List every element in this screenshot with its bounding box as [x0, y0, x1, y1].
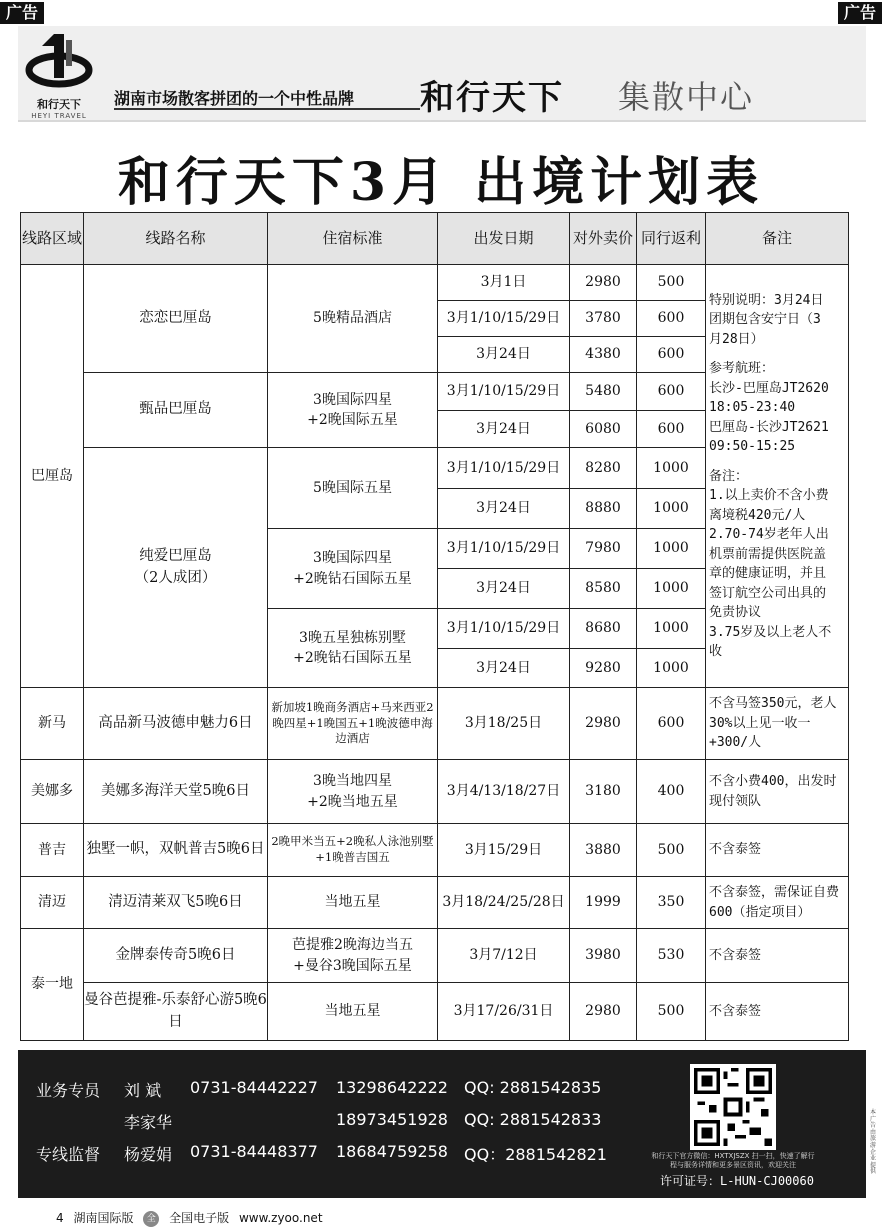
- date-cell: 3月24日: [438, 411, 570, 448]
- route-name: 金牌泰传奇5晚6日: [84, 929, 268, 983]
- hotel-line: +2晚国际五星: [307, 412, 398, 428]
- price-cell: 8580: [570, 569, 637, 609]
- rebate-cell: 500: [637, 824, 706, 877]
- region-cell: 美娜多: [21, 760, 84, 824]
- rebate-cell: 500: [637, 983, 706, 1041]
- page-number: 4: [56, 1211, 64, 1225]
- note-line: 月28日）: [709, 331, 764, 347]
- digital-edition-label: 全国电子版: [169, 1211, 230, 1225]
- route-name: 恋恋巴厘岛: [84, 265, 268, 373]
- route-name: 高品新马波德申魅力6日: [84, 688, 268, 760]
- date-cell: 3月24日: [438, 649, 570, 688]
- route-name: 清迈清莱双飞5晚6日: [84, 877, 268, 929]
- role-label: 业务专员: [36, 1081, 101, 1100]
- rebate-cell: 600: [637, 337, 706, 373]
- table-row: [21, 824, 849, 877]
- slogan-underline: [114, 108, 420, 110]
- header-hotel: 住宿标准: [268, 213, 438, 265]
- hotel-cell: [268, 373, 438, 448]
- note-line: 1.以上卖价不含小费: [709, 488, 829, 503]
- rebate-cell: 1000: [637, 649, 706, 688]
- hotel-line: 芭提雅2晚海边当五: [292, 937, 413, 954]
- slogan: 湖南市场散客拼团的一个中性品牌: [114, 89, 355, 108]
- date-cell: 3月24日: [438, 337, 570, 373]
- note-line: 特别说明：3月24日: [709, 292, 824, 308]
- hotel-line: +曼谷3晚国际五星: [293, 957, 412, 974]
- note-line: 3.75岁及以上老人不: [709, 624, 832, 640]
- note-line: 2.70-74岁老年人出: [709, 527, 829, 542]
- region-cell: 巴厘岛: [21, 265, 84, 688]
- rebate-cell: 600: [637, 688, 706, 760]
- date-cell: 3月1/10/15/29日: [438, 373, 570, 411]
- note-line: 章的健康证明，并且: [709, 566, 827, 581]
- price-cell: 3880: [570, 824, 637, 877]
- table-row: [21, 929, 849, 983]
- brand-subtitle: 集散中心: [618, 78, 755, 116]
- price-cell: 9280: [570, 649, 637, 688]
- rebate-cell: 1000: [637, 569, 706, 609]
- price-cell: 2980: [570, 983, 637, 1041]
- rebate-cell: 1000: [637, 489, 706, 529]
- contact-mobile: 18973451928: [336, 1110, 448, 1129]
- price-cell: 7980: [570, 529, 637, 569]
- hotel-cell: 当地五星: [268, 983, 438, 1041]
- brand-logo: [22, 30, 96, 120]
- date-cell: 3月24日: [438, 489, 570, 529]
- logo-text-en: HEYI TRAVEL: [31, 112, 87, 120]
- rebate-cell: 600: [637, 301, 706, 337]
- price-cell: 1999: [570, 877, 637, 929]
- note-line: 机票前需提供医院盖: [709, 546, 827, 562]
- bali-note-cell: [706, 265, 849, 688]
- side-note: 本广告由旅游企业提供: [870, 1109, 877, 1176]
- contact-qq: QQ：2881542821: [464, 1145, 607, 1164]
- header-price: 对外卖价: [570, 213, 637, 265]
- hotel-line: 3晚国际四星: [313, 391, 392, 408]
- note-line: 参考航班：: [709, 361, 775, 376]
- header-note: 备注: [706, 213, 849, 265]
- rebate-cell: 1000: [637, 529, 706, 569]
- date-cell: 3月1/10/15/29日: [438, 609, 570, 649]
- note-line: 团期包含安宁日（3: [709, 312, 821, 327]
- region-cell: 新马: [21, 688, 84, 760]
- date-cell: 3月24日: [438, 569, 570, 609]
- price-cell: 2980: [570, 688, 637, 760]
- price-cell: 8280: [570, 448, 637, 489]
- qr-caption: 和行天下官方微信：HXTXJSZX 扫一扫，快速了解行程与服务详情和更多景区资讯，欢迎关注: [651, 1152, 815, 1169]
- page-footer: [56, 1209, 329, 1227]
- ad-tag-right: 广告: [838, 2, 882, 24]
- header-date: 出发日期: [438, 213, 570, 265]
- note-line: 18:05-23:40: [709, 400, 796, 415]
- rebate-cell: 400: [637, 760, 706, 824]
- note-line: 巴厘岛-长沙JT2621: [709, 419, 829, 435]
- hotel-cell: 当地五星: [268, 877, 438, 929]
- date-cell: 3月18/25日: [438, 688, 570, 760]
- price-cell: 3780: [570, 301, 637, 337]
- note-cell: 不含泰签: [706, 929, 849, 983]
- rebate-cell: 530: [637, 929, 706, 983]
- hotel-line: +2晚钻石国际五星: [293, 570, 412, 587]
- wechat-qr-code[interactable]: [690, 1064, 776, 1150]
- note-cell: 不含泰签: [706, 983, 849, 1041]
- price-cell: 4380: [570, 337, 637, 373]
- logo-text-cn: 和行天下: [37, 98, 81, 111]
- note-line: 长沙-巴厘岛JT2620: [709, 380, 829, 396]
- hotel-cell: [268, 929, 438, 983]
- digital-edition-icon: 全: [143, 1211, 159, 1227]
- rebate-cell: 1000: [637, 448, 706, 489]
- hotel-cell: 5晚国际五星: [268, 448, 438, 529]
- note-line: 签订航空公司出具的: [709, 585, 827, 601]
- hotel-line: 3晚五星独栋别墅: [299, 629, 406, 646]
- date-cell: 3月18/24/25/28日: [438, 877, 570, 929]
- price-cell: 2980: [570, 265, 637, 301]
- contact-tel: 0731-84442227: [190, 1078, 318, 1097]
- hotel-line: +2晚钻石国际五星: [293, 650, 412, 666]
- price-cell: 8880: [570, 489, 637, 529]
- note-cell: 不含泰签: [706, 824, 849, 877]
- route-name-line: 纯爱巴厘岛: [139, 548, 212, 565]
- table-header-row: [21, 213, 849, 265]
- route-name: 美娜多海洋天堂5晚6日: [84, 760, 268, 824]
- date-cell: 3月17/26/31日: [438, 983, 570, 1041]
- price-cell: 3180: [570, 760, 637, 824]
- price-cell: 3980: [570, 929, 637, 983]
- note-line: 09:50-15:25: [709, 439, 796, 454]
- hotel-line: +2晚当地五星: [307, 793, 398, 810]
- brand-banner: [18, 26, 866, 122]
- note-line: 离境税420元/人: [709, 507, 806, 523]
- hotel-line: 3晚当地四星: [313, 773, 392, 790]
- hotel-line: 3晚国际四星: [313, 550, 392, 567]
- note-cell: 不含泰签，需保证自费600（指定项目）: [706, 877, 849, 929]
- rebate-cell: 500: [637, 265, 706, 301]
- contact-footer: [18, 1050, 866, 1198]
- brand-logo-icon: [22, 30, 96, 92]
- qr-code-icon: [694, 1068, 772, 1146]
- hotel-cell: 5晚精品酒店: [268, 265, 438, 373]
- rebate-cell: 600: [637, 373, 706, 411]
- ad-tag-left: 广告: [0, 2, 44, 24]
- price-cell: 8680: [570, 609, 637, 649]
- table-row: [21, 265, 849, 301]
- hotel-cell: [268, 529, 438, 609]
- contact-mobile: 18684759258: [336, 1142, 448, 1161]
- price-cell: 5480: [570, 373, 637, 411]
- date-cell: 3月1/10/15/29日: [438, 529, 570, 569]
- role-label: 专线监督: [36, 1145, 101, 1164]
- region-cell: 普吉: [21, 824, 84, 877]
- brand-name: 和行天下: [420, 78, 564, 118]
- table-row: [21, 688, 849, 760]
- note-cell: 不含马签350元，老人30%以上见一收一+300/人: [706, 688, 849, 760]
- tour-plan-table: [20, 212, 849, 1041]
- route-name: 曼谷芭提雅-乐泰舒心游5晚6日: [84, 983, 268, 1041]
- price-cell: 6080: [570, 411, 637, 448]
- table-row: [21, 760, 849, 824]
- header-rebate: 同行返利: [637, 213, 706, 265]
- date-cell: 3月1日: [438, 265, 570, 301]
- region-cell: 泰一地: [21, 929, 84, 1041]
- route-name-line: （2人成团）: [134, 569, 217, 586]
- hotel-cell: 新加坡1晚商务酒店+马来西亚2晚四星+1晚国五+1晚波德申海边酒店: [268, 688, 438, 760]
- contact-name: 李家华: [124, 1113, 173, 1132]
- header-region: 线路区域: [21, 213, 84, 265]
- rebate-cell: 1000: [637, 609, 706, 649]
- note-line: 免责协议: [709, 605, 762, 620]
- region-cell: 清迈: [21, 877, 84, 929]
- date-cell: 3月4/13/18/27日: [438, 760, 570, 824]
- table-row: [21, 877, 849, 929]
- hotel-cell: 2晚甲米当五+2晚私人泳池别墅+1晚普吉国五: [268, 824, 438, 877]
- hotel-cell: [268, 760, 438, 824]
- table-row: [21, 983, 849, 1041]
- note-cell: 不含小费400，出发时现付领队: [706, 760, 849, 824]
- page-title: 和行天下3月 出境计划表: [117, 152, 765, 213]
- contact-mobile: 13298642222: [336, 1078, 448, 1097]
- contact-name: 杨爱娟: [124, 1145, 173, 1164]
- route-name: 独墅一帜，双帆普吉5晚6日: [84, 824, 268, 877]
- date-cell: 3月1/10/15/29日: [438, 301, 570, 337]
- license-number: 许可证号：L-HUN-CJ00060: [660, 1174, 814, 1188]
- edition-label: 湖南国际版: [73, 1211, 134, 1225]
- header-route: 线路名称: [84, 213, 268, 265]
- rebate-cell: 600: [637, 411, 706, 448]
- website-link[interactable]: www.zyoo.net: [238, 1211, 323, 1225]
- route-name: 甄品巴厘岛: [84, 373, 268, 448]
- contact-tel: 0731-84448377: [190, 1142, 318, 1161]
- rebate-cell: 350: [637, 877, 706, 929]
- note-line: 收: [709, 644, 723, 659]
- contact-name: 刘 斌: [124, 1081, 162, 1100]
- date-cell: 3月15/29日: [438, 824, 570, 877]
- route-name: [84, 448, 268, 688]
- contact-qq: QQ: 2881542833: [464, 1110, 602, 1129]
- date-cell: 3月1/10/15/29日: [438, 448, 570, 489]
- hotel-cell: [268, 609, 438, 688]
- note-line: 备注：: [709, 468, 749, 484]
- contact-qq: QQ: 2881542835: [464, 1078, 602, 1097]
- date-cell: 3月7/12日: [438, 929, 570, 983]
